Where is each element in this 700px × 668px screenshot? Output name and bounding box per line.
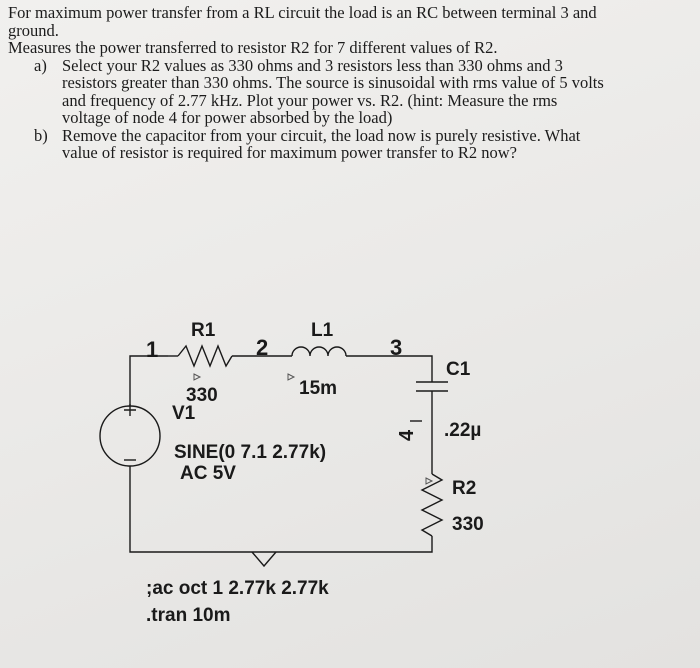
part-a-line: Select your R2 values as 330 ohms and 3 resistors less than 330 ohms and 3	[62, 55, 563, 75]
v1-name: V1	[172, 403, 196, 424]
pin-marker-l1	[288, 374, 294, 380]
r1-name: R1	[191, 320, 216, 341]
part-a-line: and frequency of 2.77 kHz. Plot your power vs. R2. (hint: Measure the rms	[62, 90, 558, 110]
wire-source-node1	[130, 356, 168, 406]
part-b-line: value of resistor is required for maximum power transfer to R2 now?	[62, 143, 517, 162]
v1-ac: AC 5V	[180, 463, 236, 484]
directive-ac: ;ac oct 1 2.77k 2.77k	[146, 578, 329, 599]
part-a-line: resistors greater than 330 ohms. The source is sinusoidal with rms value of 5 volts	[62, 73, 604, 92]
l1-name: L1	[311, 320, 334, 341]
part-a-line: voltage of node 4 for power absorbed by the load)	[62, 108, 393, 127]
r1-value: 330	[186, 385, 218, 406]
wire-bottom-return	[130, 466, 432, 552]
intro-line-2: ground.	[8, 20, 59, 40]
node4-label: 4	[396, 429, 418, 441]
part-a-label: a)	[34, 55, 47, 75]
resistor-r2-symbol	[422, 474, 442, 536]
part-b-line: Remove the capacitor from your circuit, the load now is purely resistive. What	[62, 125, 581, 145]
wire-l1-c1	[346, 356, 432, 382]
pin-marker-r2	[426, 478, 432, 484]
node1-label: 1	[146, 337, 159, 362]
measure-line: Measures the power transferred to resistor R2 for 7 different values of R2.	[8, 38, 498, 57]
inductor-l1-symbol	[292, 347, 346, 356]
l1-value: 15m	[299, 378, 338, 399]
pin-marker-r1	[194, 374, 200, 380]
resistor-r1-symbol	[178, 346, 232, 366]
c1-name: C1	[446, 359, 471, 380]
r2-name: R2	[452, 478, 477, 499]
ground-symbol	[252, 552, 276, 566]
c1-value: .22µ	[444, 420, 482, 441]
v1-spec: SINE(0 7.1 2.77k)	[174, 442, 327, 463]
r2-value: 330	[452, 514, 484, 535]
node2-label: 2	[256, 335, 269, 360]
capacitor-c1-symbol	[416, 382, 448, 391]
part-b-label: b)	[34, 125, 48, 145]
directive-tran: .tran 10m	[146, 605, 231, 626]
intro-line-1: For maximum power transfer from a RL circuit the load is an RC between terminal 3 and	[8, 3, 597, 22]
node3-label: 3	[390, 335, 403, 360]
